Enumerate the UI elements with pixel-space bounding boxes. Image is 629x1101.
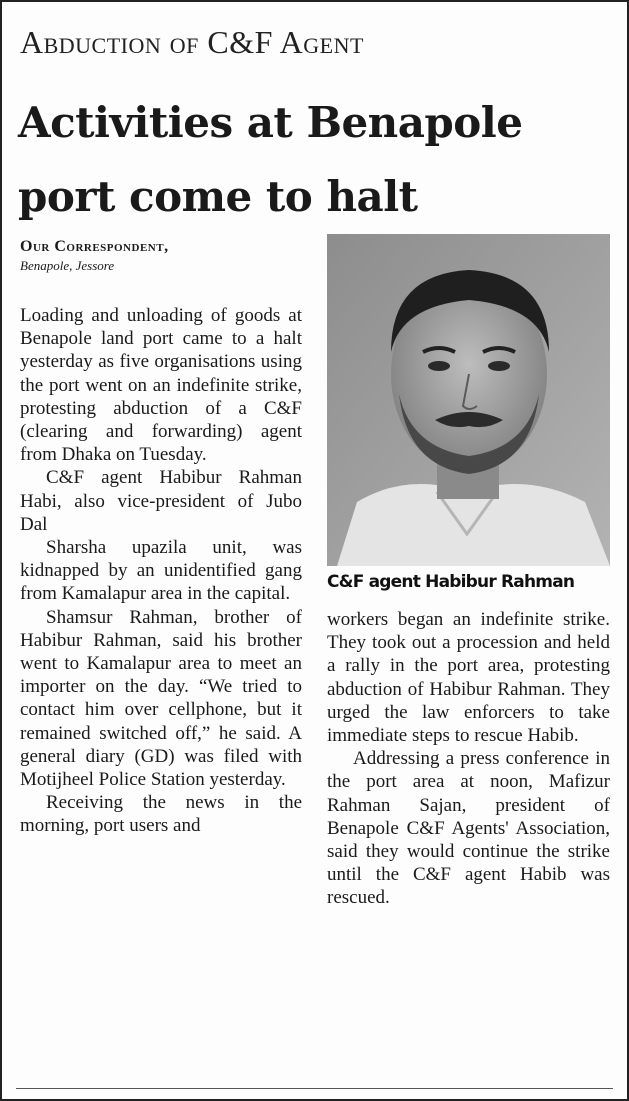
- article-kicker: Abduction of C&F Agent: [20, 24, 364, 60]
- paragraph: Sharsha upazila unit, was kidnapped by an unidentified gang from Kamalapur area in the capital.: [20, 537, 302, 605]
- paragraph: workers began an indefinite strike. They took out a procession and held a rally in the port area, protesting abduction of Habibur Rahman. They urged the law enforcers to take immediate steps to rescue Habib.: [327, 609, 610, 747]
- photo-caption: C&F agent Habibur Rahman: [327, 572, 575, 592]
- paragraph: Shamsur Rahman, brother of Habibur Rahman, said his brother went to Kamalapur area to meet an importer on the day. “We tried to contact him over cellphone, but it remained switched off,” he said. A general diary (GD) was filed with Motijheel Police Station yesterday.: [20, 606, 302, 791]
- left-column: [20, 304, 302, 838]
- paragraph: Addressing a press conference in the port area at noon, Mafizur Rahman Sajan, president of Benapole C&F Agents' Association, said they would continue the strike until the C&F agent Habib was rescued.: [327, 748, 610, 909]
- byline: [20, 238, 169, 274]
- byline-place: Benapole, Jessore: [20, 258, 115, 273]
- portrait-photo: [327, 234, 610, 566]
- right-column: [327, 608, 610, 910]
- byline-name: Our Correspondent,: [20, 238, 169, 255]
- paragraph: Loading and unloading of goods at Benapole land port came to a halt yesterday as five organisations using the port went on an indefinite strike, protesting abduction of a C&F (clearing and forwarding) agent from Dhaka on Tuesday.: [20, 305, 302, 466]
- portrait-image: [327, 234, 610, 566]
- article-headline: Activities at Benapole port come to halt: [18, 98, 523, 221]
- paragraph: C&F agent Habibur Rahman Habi, also vice-president of Jubo Dal: [20, 467, 302, 535]
- paragraph: Receiving the news in the morning, port users and: [20, 792, 302, 837]
- bottom-divider: [16, 1088, 613, 1089]
